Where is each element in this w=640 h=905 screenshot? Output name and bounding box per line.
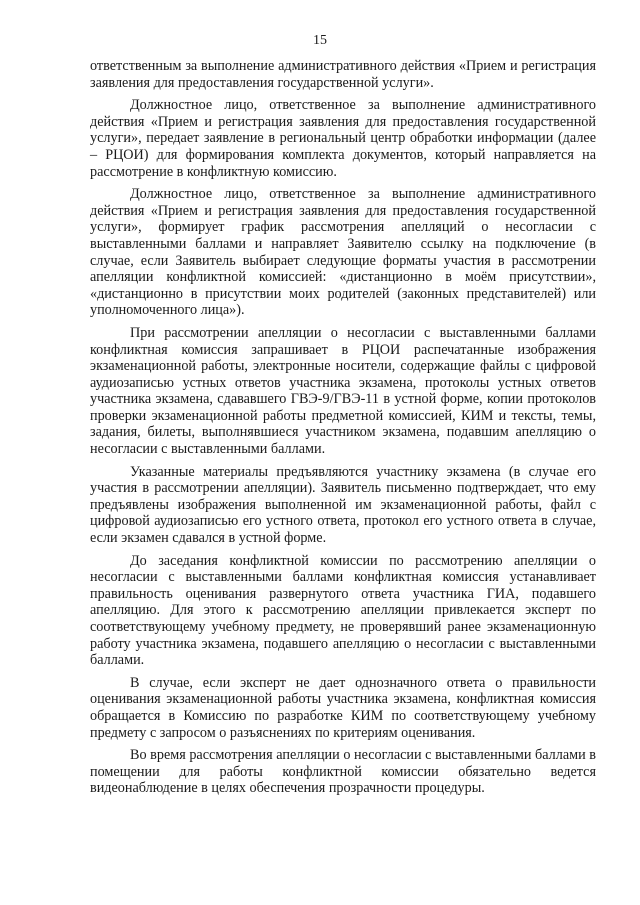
- paragraph-2: Должностное лицо, ответственное за выполнение административного действия «Прием и регистрация заявления для предоставления государственной услуги», передает заявление в региональный центр обработки информации (далее – РЦОИ) для формирования комплекта документов, который направляется на рассмотрение в конфликтную комиссию.: [90, 97, 596, 180]
- paragraph-3: Должностное лицо, ответственное за выполнение административного действия «Прием и регистрация заявления для предоставления государственной услуги», формирует график рассмотрения апелляций о несогласии с выставленными баллами и направляет Заявителю ссылку на подключение (в случае, если Заявитель выбирает следующие форматы участия в рассмотрении апелляции конфликтной комиссией: «дистанционно в моём присутствии», «дистанционно в присутствии моих родителей (законных представителей) или уполномоченного лица»).: [90, 186, 596, 319]
- paragraph-1: ответственным за выполнение административного действия «Прием и регистрация заявления для предоставления государственной услуги».: [90, 58, 596, 91]
- paragraph-8: Во время рассмотрения апелляции о несогласии с выставленными баллами в помещении для работы конфликтной комиссии обязательно ведется видеонаблюдение в целях обеспечения прозрачности процедуры.: [90, 747, 596, 797]
- paragraph-4: При рассмотрении апелляции о несогласии с выставленными баллами конфликтная комиссия запрашивает в РЦОИ распечатанные изображения экзаменационной работы, электронные носители, содержащие файлы с цифровой аудиозаписью устных ответов участника экзамена, протоколы устных ответов участника экзамена, сдававшего ГВЭ-9/ГВЭ-11 в устной форме, копии протоколов проверки экзаменационной работы предметной комиссией, КИМ и тексты, темы, задания, билеты, выполнявшиеся участником экзамена, подавшим апелляцию о несогласии с выставленными баллами.: [90, 324, 596, 458]
- document-body: [90, 58, 596, 803]
- paragraph-6: До заседания конфликтной комиссии по рассмотрению апелляции о несогласии с выставленными баллами конфликтная комиссия устанавливает правильность оценивания развернутого ответа участника ГИА, подавшего апелляцию. Для этого к рассмотрению апелляции привлекается эксперт по соответствующему учебному предмету, не проверявший ранее экзаменационную работу участника экзамена, подавшего апелляцию о несогласии с выставленными баллами.: [90, 552, 596, 669]
- paragraph-7: В случае, если эксперт не дает однозначного ответа о правильности оценивания экзаменационной работы участника экзамена, конфликтная комиссия обращается в Комиссию по разработке КИМ по соответствующему учебному предмету с запросом о разъяснениях по критериям оценивания.: [90, 674, 596, 741]
- paragraph-5: Указанные материалы предъявляются участнику экзамена (в случае его участия в рассмотрении апелляции). Заявитель письменно подтверждает, что ему предъявлены изображения выполненной им экзаменационной работы, файл с цифровой аудиозаписью его устного ответа, протокол его устного ответа в случае, если экзамен сдавался в устной форме.: [90, 463, 596, 547]
- page-number: 15: [313, 33, 327, 48]
